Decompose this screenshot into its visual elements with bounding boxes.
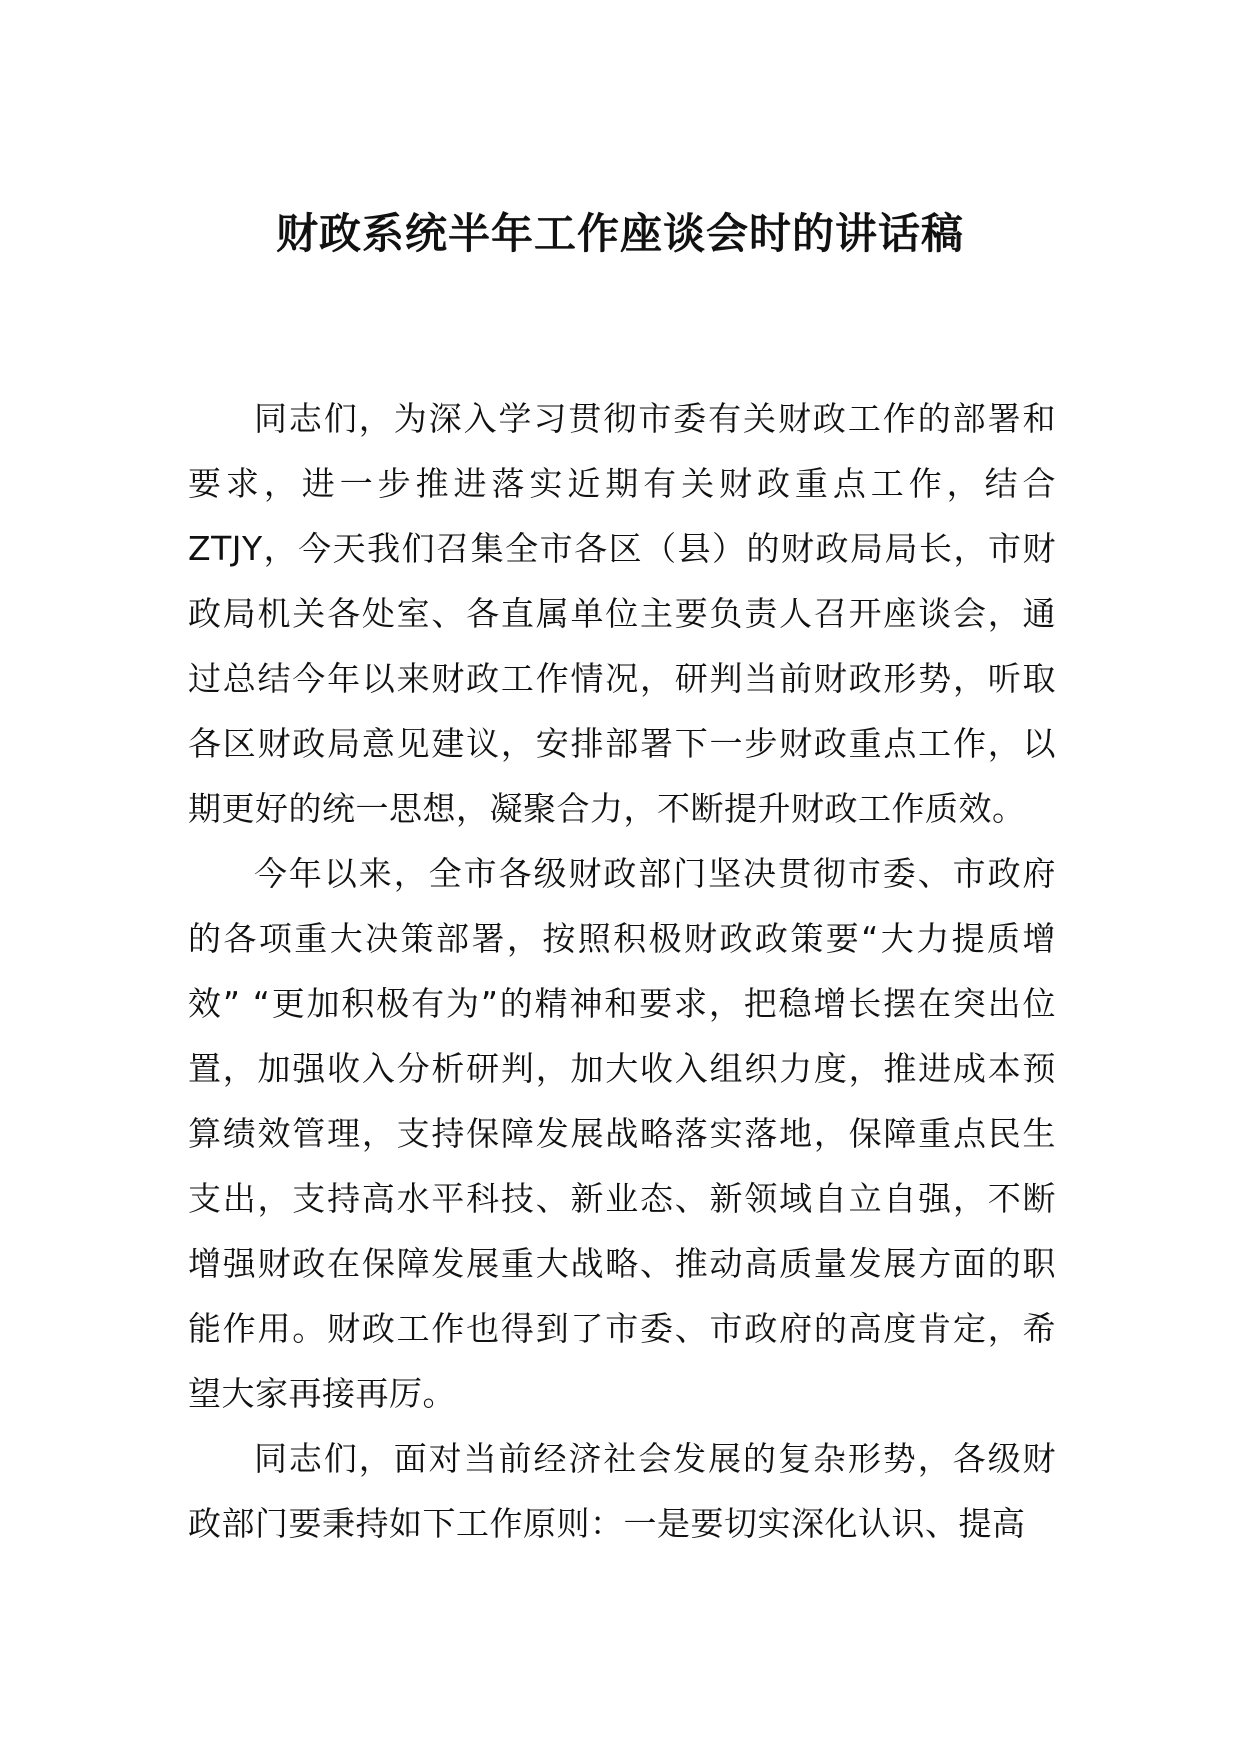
paragraph-2: 今年以来，全市各级财政部门坚决贯彻市委、市政府的各项重大决策部署，按照积极财政政策要“大力提质增效” “更加积极有为”的精神和要求，把稳增长摆在突出位置，加强收入分析研判，加大收入组织力度，推进成本预算绩效管理，支持保障发展战略落实落地，保障重点民生支出，支持高水平科技、新业态、新领域自立自强，不断增强财政在保障发展重大战略、推动高质量发展方面的职能作用。财政工作也得到了市委、市政府的高度肯定，希望大家再接再厉。 <box>188 854 1056 1413</box>
document-title: 财政系统半年工作座谈会时的讲话稿 <box>275 209 964 258</box>
document-body <box>188 386 1056 1556</box>
paragraph-3: 同志们，面对当前经济社会发展的复杂形势，各级财政部门要秉持如下工作原则：一是要切实深化认识、提高 <box>188 1439 1056 1543</box>
paragraph-1: 同志们，为深入学习贯彻市委有关财政工作的部署和要求，进一步推进落实近期有关财政重点工作，结合 ZTJY，今天我们召集全市各区（县）的财政局局长，市财政局机关各处室、各直属单位主要负责人召开座谈会，通过总结今年以来财政工作情况，研判当前财政形势，听取各区财政局意见建议，安排部署下一步财政重点工作，以期更好的统一思想，凝聚合力，不断提升财政工作质效。 <box>188 399 1056 828</box>
